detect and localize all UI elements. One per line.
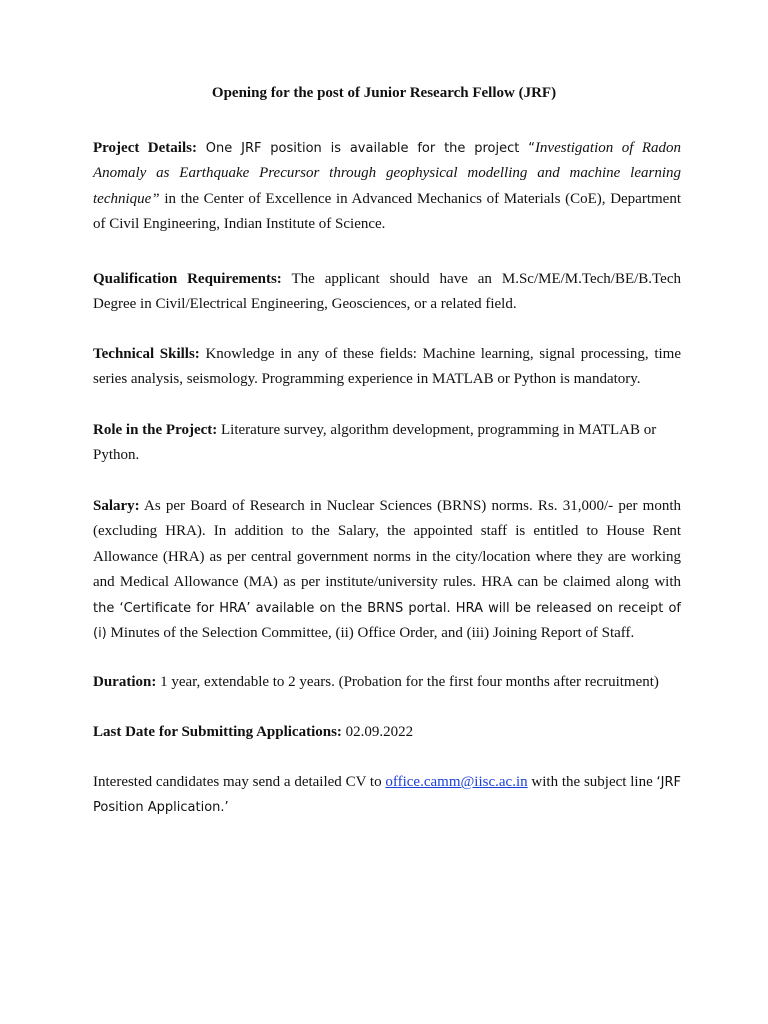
email-link[interactable]: office.camm@iisc.ac.in bbox=[385, 774, 528, 790]
project-details-text-cont: in the Center of Excellence in Advanced Mechanics of Materials (CoE), Department of Civil Engineering, Indian Institute of Science. bbox=[93, 190, 681, 233]
technical-skills-section bbox=[93, 342, 681, 393]
role-label: Role in the Project: bbox=[93, 422, 218, 438]
duration-label: Duration: bbox=[93, 674, 157, 690]
qualification-text: The applicant should have an M.Sc/ME/M.Tech/BE/B.Tech Degree in Civil/Electrical Engineering, Geosciences, or a related field. bbox=[93, 271, 681, 313]
qualification-section bbox=[93, 267, 681, 318]
duration-section bbox=[93, 670, 681, 695]
qualification-label: Qualification Requirements: bbox=[93, 271, 282, 287]
project-details-text: One JRF position is available for the project “ bbox=[196, 141, 535, 156]
salary-hra-text: the ‘Certificate for HRA’ available on the BRNS portal. HRA will be released on receipt of (i) bbox=[93, 600, 681, 642]
technical-skills-text: Knowledge in any of these fields: Machine learning, signal processing, time series analysis, seismology. Programming experience in MATLAB or Python is mandatory. bbox=[93, 346, 681, 388]
project-details-label: Project Details: bbox=[93, 140, 197, 156]
page-title: Opening for the post of Junior Research Fellow (JRF) bbox=[211, 85, 557, 101]
last-date-label: Last Date for Submitting Applications: bbox=[93, 724, 342, 740]
salary-label: Salary: bbox=[93, 498, 140, 514]
contact-text-cont: with the subject line bbox=[527, 774, 657, 790]
role-section bbox=[93, 418, 681, 469]
duration-text: 1 year, extendable to 2 years. (Probation for the first four months after recruitment) bbox=[156, 674, 659, 690]
last-date-value: 02.09.2022 bbox=[341, 724, 414, 740]
project-details-section bbox=[93, 136, 681, 238]
salary-section bbox=[93, 494, 681, 646]
contact-section bbox=[93, 770, 681, 821]
contact-text: Interested candidates may send a detailed CV to bbox=[93, 774, 386, 790]
technical-skills-label: Technical Skills: bbox=[93, 346, 200, 362]
last-date-section bbox=[93, 720, 681, 745]
role-text: Literature survey, algorithm development, programming in MATLAB or Python. bbox=[93, 422, 657, 464]
salary-text-cont: Minutes of the Selection Committee, (ii) Office Order, and (iii) Joining Report of Staff. bbox=[106, 625, 635, 642]
project-name: Investigation of Radon Anomaly as Earthquake Precursor through geophysical modelling and machine learning technique” bbox=[93, 140, 681, 207]
subject-line: ‘JRF Position Application.’ bbox=[93, 775, 681, 816]
salary-text: As per Board of Research in Nuclear Sciences (BRNS) norms. Rs. 31,000/- per month (excluding HRA). In addition to the Salary, the appointed staff is entitled to House Rent Allowance (HRA) as per central government norms in the city/location where they are working and Medical Allowance (MA) as per institute/university rules. HRA can be claimed along with bbox=[93, 498, 681, 591]
